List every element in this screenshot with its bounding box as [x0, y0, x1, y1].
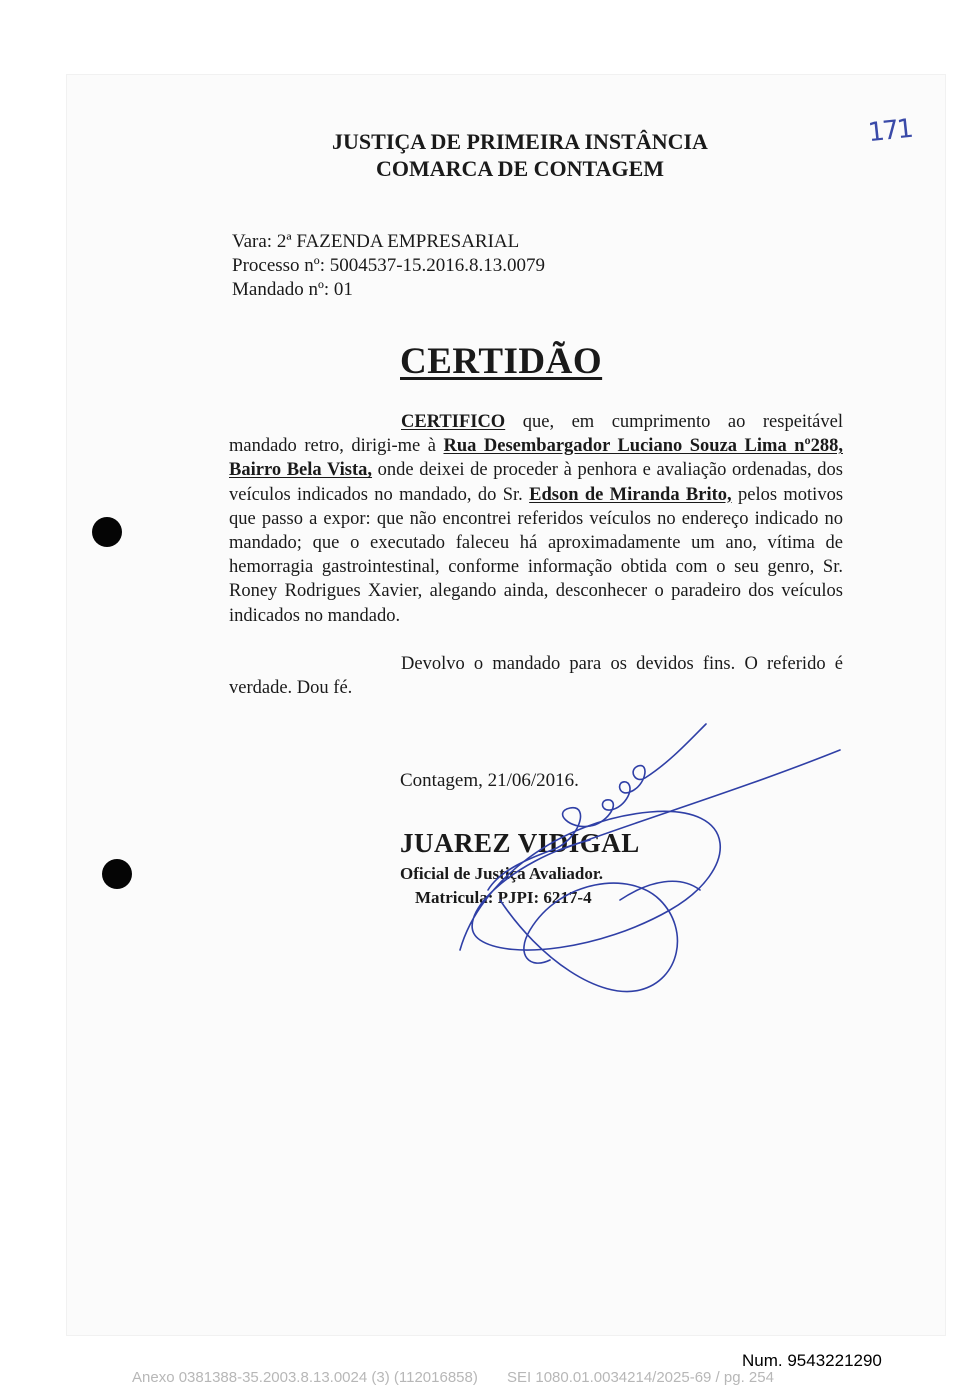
body-text-2: onde deixei de proceder à penhora e avaliação ordenadas, dos veículos indicados no mandado, do Sr.: [229, 460, 843, 505]
body-paragraph: [229, 410, 843, 628]
certificate-body: [229, 410, 843, 700]
punch-hole: [92, 517, 122, 547]
case-metadata: [232, 230, 545, 302]
footer-sei: SEI 1080.01.0034214/2025-69 / pg. 254: [507, 1369, 774, 1386]
footer: [132, 1369, 774, 1386]
footer-annex: Anexo 0381388-35.2003.8.13.0024 (3) (112016858): [132, 1369, 478, 1386]
document-title: CERTIDÃO: [400, 341, 603, 382]
signatory-name: JUAREZ VIDIGAL: [400, 828, 640, 858]
date-line: Contagem, 21/06/2016.: [400, 770, 579, 791]
court-header: [240, 128, 800, 182]
closing-text: Devolvo o mandado para os devidos fins. O referido é verdade. Dou fé.: [229, 653, 843, 699]
mandado-line: Mandado nº: 01: [232, 279, 353, 300]
certifico-keyword: CERTIFICO: [401, 412, 506, 432]
margin-page-note: 171: [866, 113, 914, 149]
punch-hole: [102, 859, 132, 889]
vara-line: Vara: 2ª FAZENDA EMPRESARIAL: [232, 231, 520, 252]
body-text-3: pelos motivos que passo a expor: que não encontrei referidos veículos no endereço indicado no mandado; que o executado faleceu há aproximadamente um ano, vítima de hemorragia gastrointestinal, conforme informação obtida com o seu genro, Sr. Roney Rodrigues Xavier, alegando ainda, desconhecer o paradeiro dos veículos indicados no mandado.: [229, 484, 844, 626]
handwritten-signature: [440, 700, 880, 1020]
court-header-line1: JUSTIÇA DE PRIMEIRA INSTÂNCIA: [332, 129, 708, 154]
signatory-registration: Matricula: PJPI: 6217-4: [415, 888, 592, 907]
processo-line: Processo nº: 5004537-15.2016.8.13.0079: [232, 255, 546, 276]
address-text: Rua Desembargador Luciano Souza Lima nº288, Bairro Bela Vista,: [229, 436, 843, 481]
closing-paragraph: [229, 652, 843, 700]
court-header-line2: COMARCA DE CONTAGEM: [375, 156, 665, 181]
stamp-number: Num. 9543221290: [742, 1351, 882, 1370]
body-text-1: que, em cumprimento ao respeitável mandado retro, dirigi-me à: [229, 412, 843, 457]
signatory-role: Oficial de Justiça Avaliador.: [400, 864, 604, 883]
person-name: Edson de Miranda Brito,: [529, 484, 732, 505]
